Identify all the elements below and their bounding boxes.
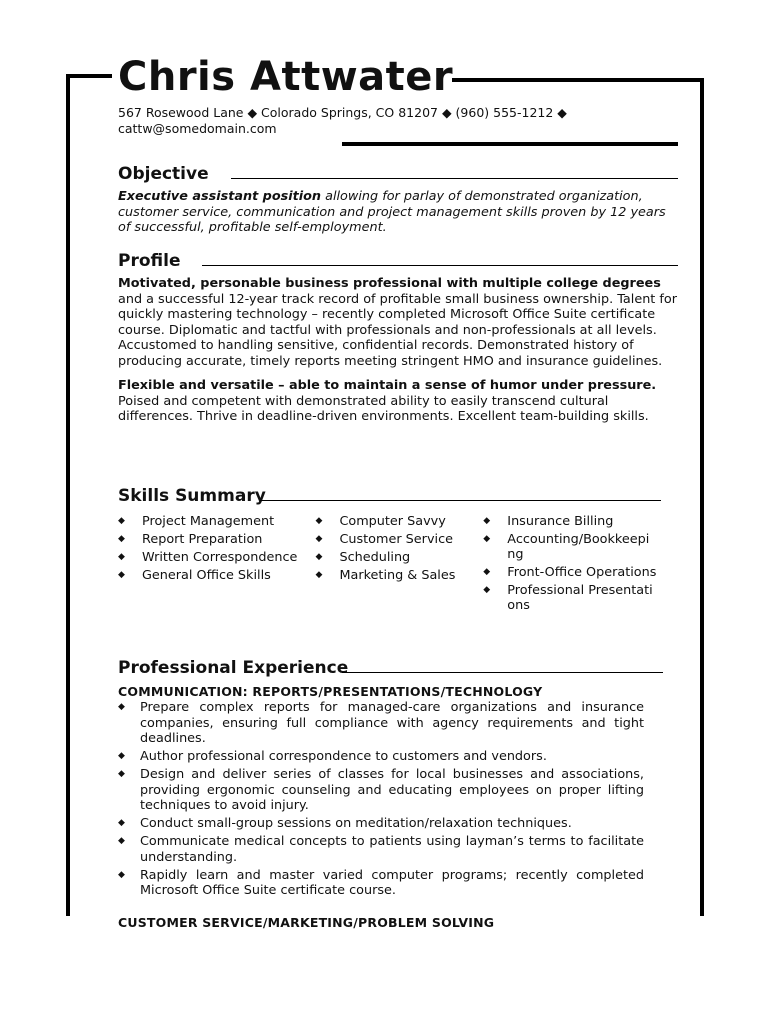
list-item: ◆ Professional Presentations	[483, 583, 653, 613]
experience-subheading-communication: COMMUNICATION: REPORTS/PRESENTATIONS/TECHNOLOGY	[118, 684, 543, 699]
experience-title: Professional Experience	[118, 658, 349, 678]
diamond-bullet-icon: ◆	[315, 534, 323, 544]
diamond-bullet-icon: ◆	[483, 567, 491, 577]
list-item: ◆ Computer Savvy	[315, 514, 446, 529]
list-item: ◆ Communicate medical concepts to patients using layman’s terms to facilitate understanding.	[118, 834, 644, 865]
diamond-bullet-icon: ◆	[118, 751, 125, 761]
diamond-bullet-icon: ◆	[315, 516, 323, 526]
objective-text	[118, 189, 678, 236]
frame-right-rule	[700, 78, 704, 916]
contact-info	[118, 105, 678, 137]
frame-left-rule	[66, 74, 70, 916]
profile-title: Profile	[118, 251, 181, 271]
list-item: ◆ Customer Service	[315, 532, 453, 547]
profile-section	[118, 251, 678, 425]
objective-lead: Executive assistant position	[118, 189, 322, 204]
list-item: ◆ Accounting/Bookkeeping	[483, 532, 650, 562]
profile-p1-body: and a successful 12-year track record of profitable small business ownership. Talent for quickly mastering technology – recently completed Microsoft Office Suite certificate course. Diplomatic and tactful with professionals and non-professionals at all levels. Accustomed to handling sensitive, confidential records. Demonstrated history of producing accurate, timely reports meeting stringent HMO and insurance guidelines.	[118, 291, 677, 369]
diamond-bullet-icon: ◆	[118, 836, 125, 846]
objective-section	[118, 164, 678, 236]
list-item: ◆ Project Management	[118, 514, 275, 529]
diamond-bullet-icon: ◆	[118, 818, 125, 828]
skills-grid	[118, 514, 661, 616]
list-item: ◆ Insurance Billing	[483, 514, 614, 529]
list-item: ◆ Conduct small-group sessions on meditation/relaxation techniques.	[118, 816, 572, 831]
diamond-bullet-icon: ◆	[315, 570, 323, 580]
skills-column-2	[315, 514, 483, 616]
experience-section	[118, 658, 663, 930]
list-item: ◆ Design and deliver series of classes for local businesses and associations, providing ergonomic counseling and educating employees on proper lifting techniques to avoid injury.	[118, 767, 644, 813]
profile-p2-body: Poised and competent with demonstrated ability to easily transcend cultural differences. Thrive in deadline-driven environments. Excellent team-building skills.	[118, 393, 649, 424]
list-item: ◆ General Office Skills	[118, 568, 271, 583]
profile-p2-lead: Flexible and versatile – able to maintain a sense of humor under pressure.	[118, 378, 657, 393]
skills-section	[118, 486, 661, 616]
list-item: ◆ Written Correspondence	[118, 550, 298, 565]
diamond-bullet-icon: ◆	[118, 516, 125, 526]
contact-address-line: 567 Rosewood Lane ◆ Colorado Springs, CO 81207 ◆ (960) 555-1212 ◆	[118, 105, 567, 120]
frame-top-right-rule	[452, 78, 704, 82]
diamond-bullet-icon: ◆	[118, 769, 125, 779]
list-item: ◆ Front-Office Operations	[483, 565, 657, 580]
diamond-bullet-icon: ◆	[118, 534, 125, 544]
experience-list	[118, 700, 644, 899]
list-item: ◆ Author professional correspondence to customers and vendors.	[118, 749, 547, 764]
contact-divider-rule	[342, 142, 678, 146]
diamond-bullet-icon: ◆	[483, 585, 491, 595]
profile-p1-lead: Motivated, personable business professional with multiple college degrees	[118, 276, 661, 291]
list-item: ◆ Rapidly learn and master varied computer programs; recently completed Microsoft Office Suite certificate course.	[118, 867, 644, 898]
diamond-bullet-icon: ◆	[118, 570, 125, 580]
profile-rule	[202, 265, 678, 266]
candidate-name: Chris Attwater	[118, 54, 454, 100]
skills-column-3	[483, 514, 661, 616]
experience-rule	[342, 672, 663, 673]
profile-paragraph-2	[118, 378, 678, 425]
diamond-bullet-icon: ◆	[483, 534, 491, 544]
objective-body: allowing for parlay of demonstrated organization, customer service, communication and project management skills proven by 12 years of successful, profitable self-employment.	[118, 189, 666, 235]
skills-rule	[260, 500, 661, 501]
list-item: ◆ Prepare complex reports for managed-care organizations and insurance companies, ensuring full compliance with agency requirements and tight deadlines.	[118, 700, 644, 746]
objective-rule	[231, 178, 678, 179]
diamond-bullet-icon: ◆	[118, 552, 125, 562]
profile-paragraph-1	[118, 276, 678, 369]
list-item: ◆ Report Preparation	[118, 532, 263, 547]
frame-top-left-rule	[66, 74, 112, 78]
contact-email: cattw@somedomain.com	[118, 121, 277, 136]
diamond-bullet-icon: ◆	[118, 702, 125, 712]
diamond-bullet-icon: ◆	[118, 869, 125, 880]
experience-subheading-customer-service: CUSTOMER SERVICE/MARKETING/PROBLEM SOLVING	[118, 914, 495, 930]
diamond-bullet-icon: ◆	[315, 552, 323, 562]
skills-title: Skills Summary	[118, 486, 266, 506]
list-item: ◆ Scheduling	[315, 550, 411, 565]
skills-column-1	[118, 514, 315, 616]
diamond-bullet-icon: ◆	[483, 516, 491, 526]
list-item: ◆ Marketing & Sales	[315, 568, 456, 583]
objective-title: Objective	[118, 164, 209, 184]
